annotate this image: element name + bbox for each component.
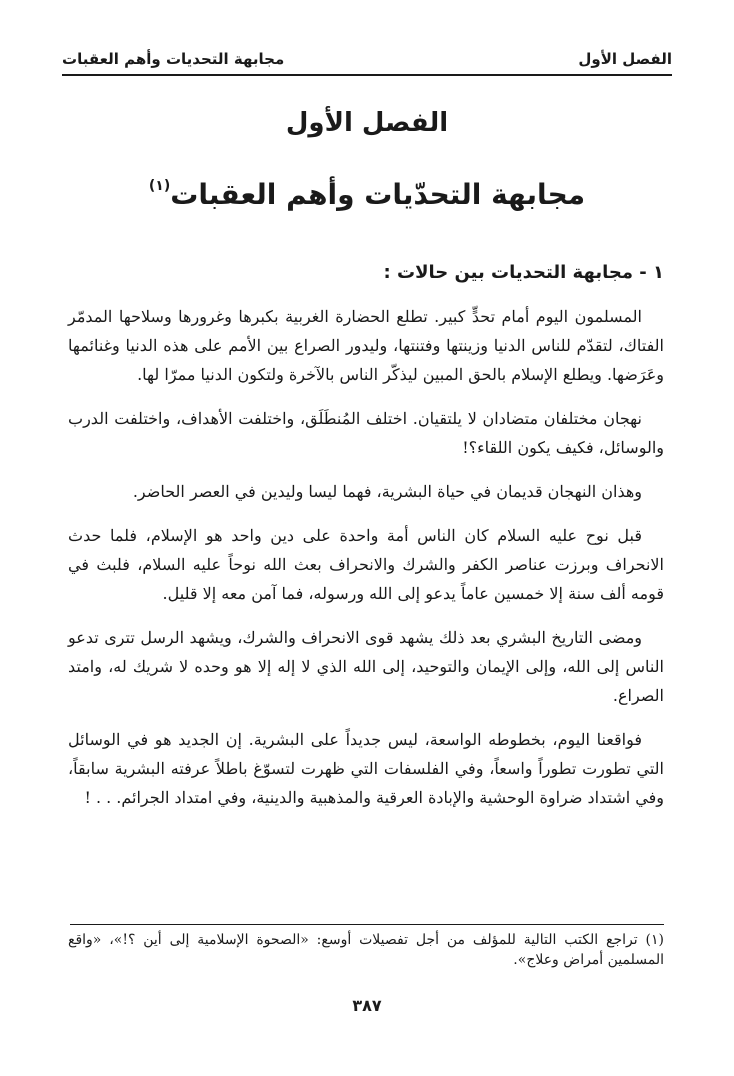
section-title xyxy=(0,178,734,211)
header-rule xyxy=(62,74,672,76)
page-number: ٣٨٧ xyxy=(352,996,382,1015)
footnote-reference: (١) xyxy=(148,178,171,194)
chapter-title: الفصل الأول xyxy=(285,108,449,138)
subheading: ١ - مجابهة التحديات بين حالات : xyxy=(383,262,664,283)
paragraph: وهذان النهجان قديمان في حياة البشرية، فهما ليسا وليدين في العصر الحاضر. xyxy=(132,482,642,501)
body-text xyxy=(68,302,664,827)
paragraph: فواقعنا اليوم، بخطوطه الواسعة، ليس جديداً على البشرية. إن الجديد هو في الوسائل التي تطورت تطوراً واسعاً، وفي الفلسفات التي ظهرت لتسوّغ باطلاً عرفته البشرية سابقاً، وفي اشتداد ضراوة الوحشية والإبادة العرقية والمذهبية والدينية، وفي امتداد الجرائم. . . ! xyxy=(68,730,664,807)
paragraph: قبل نوح عليه السلام كان الناس أمة واحدة على دين واحد هو الإسلام، فلما حدث الانحراف وبرزت عناصر الكفر والشرك والانحراف بعث الله نوحاً عليه السلام، فلبث في قومه ألف سنة إلا خمسين عاماً يدعو إلى الله ورسوله، فما آمن معه إلا قليل. xyxy=(68,526,664,603)
paragraph: نهجان مختلفان متضادان لا يلتقيان. اختلف المُنطَلَق، واختلفت الأهداف، واختلفت الدرب والوسائل، فكيف يكون اللقاء؟! xyxy=(68,409,664,457)
footnote-rule xyxy=(70,924,664,925)
footnote: (١) تراجع الكتب التالية للمؤلف من أجل تفصيلات أوسع: «الصحوة الإسلامية إلى أين ؟!»، «واقع المسلمين أمراض وعلاج». xyxy=(68,932,664,968)
paragraph: ومضى التاريخ البشري بعد ذلك يشهد قوى الانحراف والشرك، ويشهد الرسل تترى تدعو الناس إلى الله، وإلى الإيمان والتوحيد، إلى الله الذي لا إله إلا هو وحده لا شريك له، وامتد الصراع. xyxy=(68,628,664,705)
section-title-text: مجابهة التحدّيات وأهم العقبات xyxy=(170,178,586,211)
running-head-title: مجابهة التحديات وأهم العقبات xyxy=(62,50,285,68)
paragraph: المسلمون اليوم أمام تحدٍّ كبير. تطلع الحضارة الغربية بكبرها وغرورها وسلاحها المدمّر الفتاك، لتقدّم للناس الدنيا وزينتها وفتنتها، وليدور الصراع بين الأمم على هذه الدنيا وغنائمها وعَرَضها. ويطلع الإسلام بالحق المبين ليذكّر الناس بالآخرة ولتكون الدنيا ممرّا لها. xyxy=(68,307,664,384)
running-head xyxy=(62,44,672,74)
running-head-chapter: الفصل الأول xyxy=(578,50,672,68)
